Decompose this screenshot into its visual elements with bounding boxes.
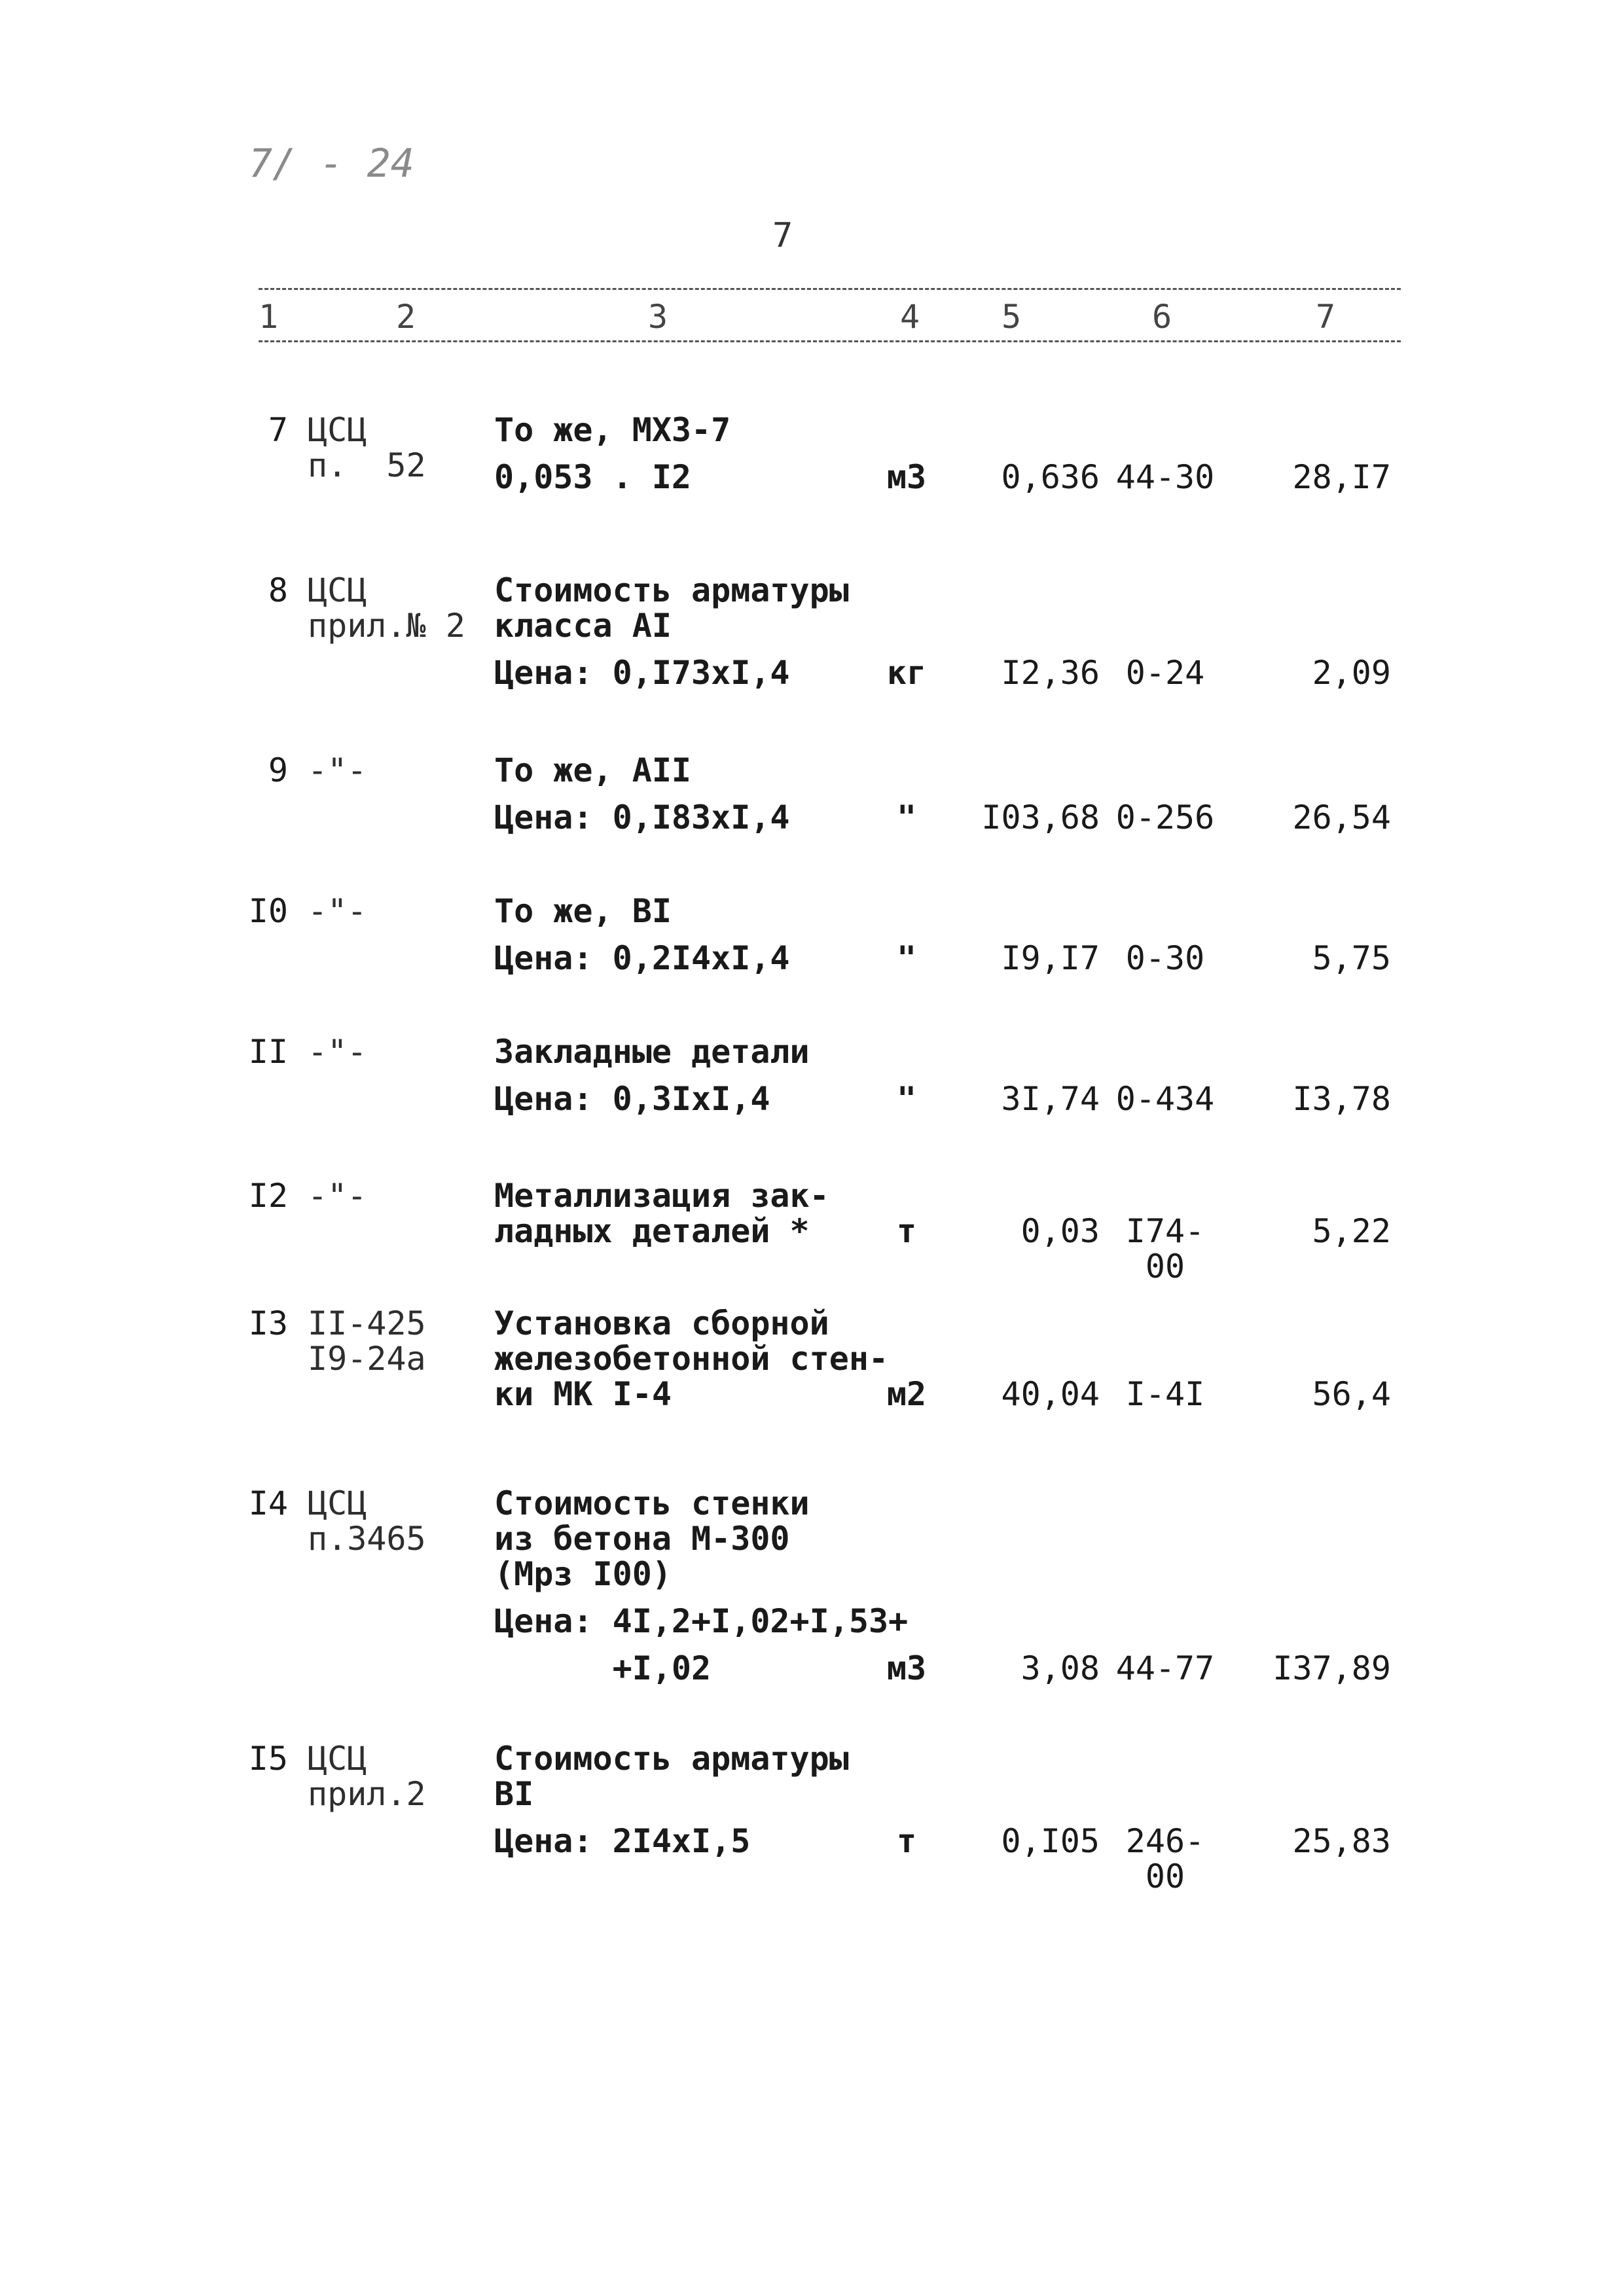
desc-line: (Мрз I00) [494, 1555, 672, 1593]
col-header-5: 5 [1001, 298, 1022, 336]
row-reference [308, 1741, 484, 1812]
row-unit: м2 [886, 1375, 927, 1413]
row-number: I3 [248, 1304, 288, 1342]
desc-line: То же, АII [494, 751, 692, 789]
desc-line: То же, МХЗ-7 [494, 411, 731, 449]
row-quantity: 40,04 [1001, 1375, 1100, 1413]
row-description [494, 1034, 887, 1117]
row-description [494, 412, 887, 495]
handwritten-corner-mark: 7/ - 24 [249, 141, 414, 187]
ref-line: -"- [308, 1177, 367, 1215]
row-reference [308, 1306, 484, 1376]
row-quantity: 0,03 [1020, 1212, 1100, 1250]
row-total: 26,54 [1292, 798, 1391, 836]
row-quantity: 3I,74 [1001, 1080, 1100, 1118]
ref-line: I9-24а [308, 1340, 426, 1378]
row-unit-price: 44-77 [1115, 1649, 1215, 1687]
row-quantity: 0,I05 [1001, 1822, 1100, 1860]
desc-line: Стоимость арматуры [494, 571, 849, 609]
row-total: 28,I7 [1292, 458, 1391, 496]
ref-line: II-425 [308, 1304, 426, 1342]
ref-line: прил.№ 2 [308, 607, 465, 645]
ref-line: п.3465 [308, 1520, 426, 1558]
desc-calc-continued: +I,02 [494, 1649, 712, 1687]
row-description [494, 1484, 909, 1687]
col-header-4: 4 [900, 298, 920, 336]
row-number: I0 [248, 892, 288, 930]
row-description [494, 1178, 887, 1249]
row-unit-price: 0-24 [1125, 654, 1205, 692]
row-reference [308, 893, 484, 929]
row-unit-price: 0-256 [1115, 798, 1215, 836]
row-description [494, 893, 887, 976]
row-unit: м3 [886, 1649, 927, 1687]
row-unit: " [896, 1080, 917, 1118]
desc-line: из бетона М-300 [494, 1520, 790, 1558]
page-number: 7 [772, 216, 793, 255]
row-description [494, 573, 887, 691]
ref-line: ЦСЦ [308, 1484, 367, 1522]
table-header-rule [259, 340, 1401, 342]
row-unit: т [896, 1212, 917, 1250]
ref-line: ЦСЦ [308, 411, 367, 449]
row-reference [308, 1486, 484, 1556]
row-reference [308, 412, 484, 483]
row-description [494, 753, 887, 835]
row-reference [308, 573, 484, 643]
row-unit-price: 44-30 [1115, 458, 1215, 496]
col-header-1: 1 [259, 298, 279, 336]
row-quantity: I2,36 [1001, 654, 1100, 692]
row-total: I37,89 [1272, 1649, 1391, 1687]
row-unit: " [896, 939, 917, 977]
ref-line: -"- [308, 751, 367, 789]
ref-line: -"- [308, 1033, 367, 1071]
row-description [494, 1306, 887, 1412]
row-number: II [248, 1033, 288, 1071]
row-number: I4 [248, 1484, 288, 1522]
row-total: 5,75 [1312, 939, 1391, 977]
row-unit: кг [886, 654, 927, 692]
desc-calc: Цена: 0,3IxI,4 [494, 1080, 770, 1118]
row-description [494, 1741, 887, 1859]
desc-line: Металлизация зак- [494, 1177, 829, 1215]
desc-line: класса АI [494, 607, 672, 645]
row-reference [308, 1178, 484, 1213]
row-unit-price: I74-00 [1125, 1212, 1205, 1285]
desc-calc: Цена: 4I,2+I,02+I,53+ [494, 1602, 909, 1640]
row-quantity: 0,636 [1001, 458, 1100, 496]
table-top-rule [259, 288, 1401, 290]
row-unit: м3 [886, 458, 927, 496]
ref-line: ЦСЦ [308, 571, 367, 609]
row-unit-price: 0-30 [1125, 939, 1205, 977]
row-number: 9 [268, 751, 288, 789]
desc-line: железобетонной стен- [494, 1340, 889, 1378]
col-header-2: 2 [396, 298, 416, 336]
row-number: I2 [248, 1177, 288, 1215]
row-quantity: I03,68 [981, 798, 1100, 836]
row-unit: " [896, 798, 917, 836]
desc-line: ладных деталей * [494, 1212, 810, 1250]
row-reference [308, 753, 484, 788]
row-unit-price: I-4I [1125, 1375, 1205, 1413]
ref-line: -"- [308, 892, 367, 930]
row-total: I3,78 [1292, 1080, 1391, 1118]
row-quantity: 3,08 [1020, 1649, 1100, 1687]
desc-line: Закладные детали [494, 1033, 810, 1071]
desc-calc: Цена: 0,2I4xI,4 [494, 939, 790, 977]
ref-line: п. 52 [308, 446, 426, 484]
desc-calc: 0,053 . I2 [494, 458, 692, 496]
desc-calc: Цена: 0,I83xI,4 [494, 798, 790, 836]
row-unit-price: 0-434 [1115, 1080, 1215, 1118]
col-header-3: 3 [648, 298, 668, 336]
row-total: 5,22 [1312, 1212, 1391, 1250]
row-number: 7 [268, 411, 288, 449]
desc-line: Стоимость стенки [494, 1484, 810, 1522]
desc-calc: Цена: 0,I73xI,4 [494, 654, 790, 692]
desc-calc: Цена: 2I4xI,5 [494, 1822, 751, 1860]
col-header-7: 7 [1316, 298, 1336, 336]
ref-line: ЦСЦ [308, 1740, 367, 1778]
row-unit-price: 246-00 [1125, 1822, 1205, 1895]
row-total: 56,4 [1312, 1375, 1391, 1413]
desc-line: Установка сборной [494, 1304, 829, 1342]
ref-line: прил.2 [308, 1775, 426, 1813]
col-header-6: 6 [1152, 298, 1172, 336]
row-reference [308, 1034, 484, 1069]
row-number: I5 [248, 1740, 288, 1778]
row-quantity: I9,I7 [1001, 939, 1100, 977]
desc-line: То же, ВI [494, 892, 672, 930]
desc-line: ки МК I-4 [494, 1375, 672, 1413]
row-unit: т [896, 1822, 917, 1860]
desc-line: ВI [494, 1775, 534, 1813]
row-total: 2,09 [1312, 654, 1391, 692]
row-number: 8 [268, 571, 288, 609]
desc-line: Стоимость арматуры [494, 1740, 849, 1778]
row-total: 25,83 [1292, 1822, 1391, 1860]
